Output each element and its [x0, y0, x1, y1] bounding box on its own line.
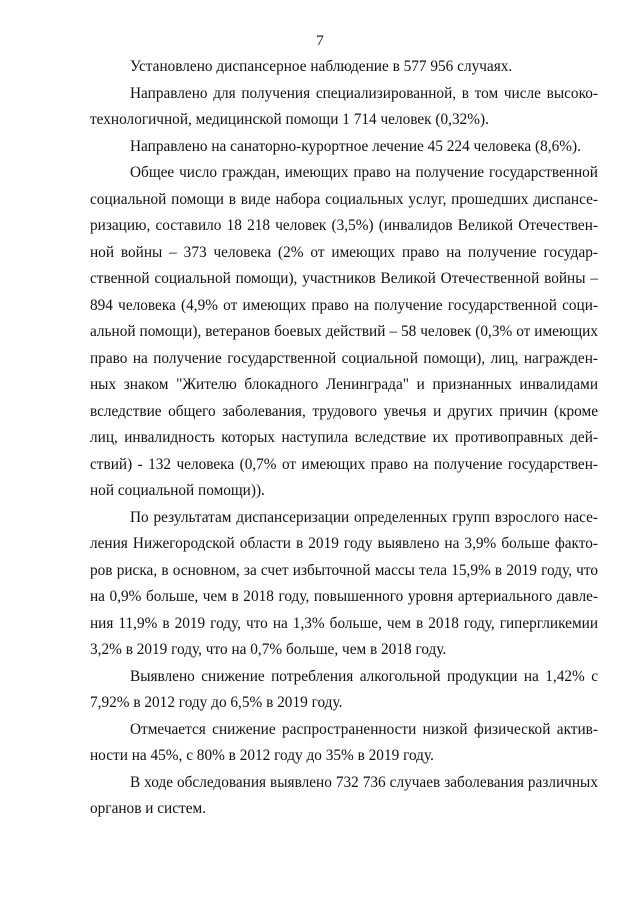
paragraph-risk-factors: По результатам диспансеризации определенных групп взрослого населения Нижегородской области в 2019 году выявлено на 3,9% больше факторов риска, в основном, за счет избыточной массы тела 15,9% в 2019 году, что на 0,9% больше, чем в 2018 году, повышенного уровня артериального давления 11,9% в 2019 году, что на 1,3% больше, чем в 2018 году, гипергликемии 3,2% в 2019 году, что на 0,7% больше, чем в 2018 году. [90, 508, 598, 658]
document-body [90, 54, 598, 823]
paragraph-diseases-detected: В ходе обследования выявлено 732 736 случаев заболевания различных органов и систем. [90, 773, 598, 817]
paragraph-specialized-care: Направлено для получения специализированной, в том числе высокотехнологичной, медицинской помощи 1 714 человек (0,32%). [90, 84, 598, 128]
page-number: 7 [316, 33, 324, 49]
paragraph-social-assistance-citizens: Общее число граждан, имеющих право на получение государственной социальной помощи в виде набора социальных услуг, прошедших диспансеризацию, составило 18 218 человек (3,5%) (инвалидов Великой Отечественной войны – 373 человека (2% от имеющих право на получение государственной социальной помощи), участников Великой Отечественной войны –894 человека (4,9% от имеющих право на получение государственной социальной помощи), ветеранов боевых действий – 58 человек (0,3% от имеющих право на получение государственной социальной помощи), лиц, награжденных знаком "Жителю блокадного Ленинграда" и признанных инвалидами вследствие общего заболевания, трудового увечья и других причин (кроме лиц, инвалидность которых наступила вследствие их противоправных действий) - 132 человека (0,7% от имеющих право на получение государственной социальной помощи)). [90, 164, 598, 499]
paragraph-physical-activity: Отмечается снижение распространенности низкой физической активности на 45%, с 80% в 2012 году до 35% в 2019 году. [90, 720, 598, 764]
paragraph-dispensary-observation: Установлено диспансерное наблюдение в 577 956 случаях. [130, 58, 513, 75]
paragraph-alcohol-consumption: Выявлено снижение потребления алкогольной продукции на 1,42% с 7,92% в 2012 году до 6,5% в 2019 году. [90, 667, 598, 711]
paragraph-sanatorium-treatment: Направлено на санаторно-курортное лечение 45 224 человека (8,6%). [130, 137, 581, 155]
